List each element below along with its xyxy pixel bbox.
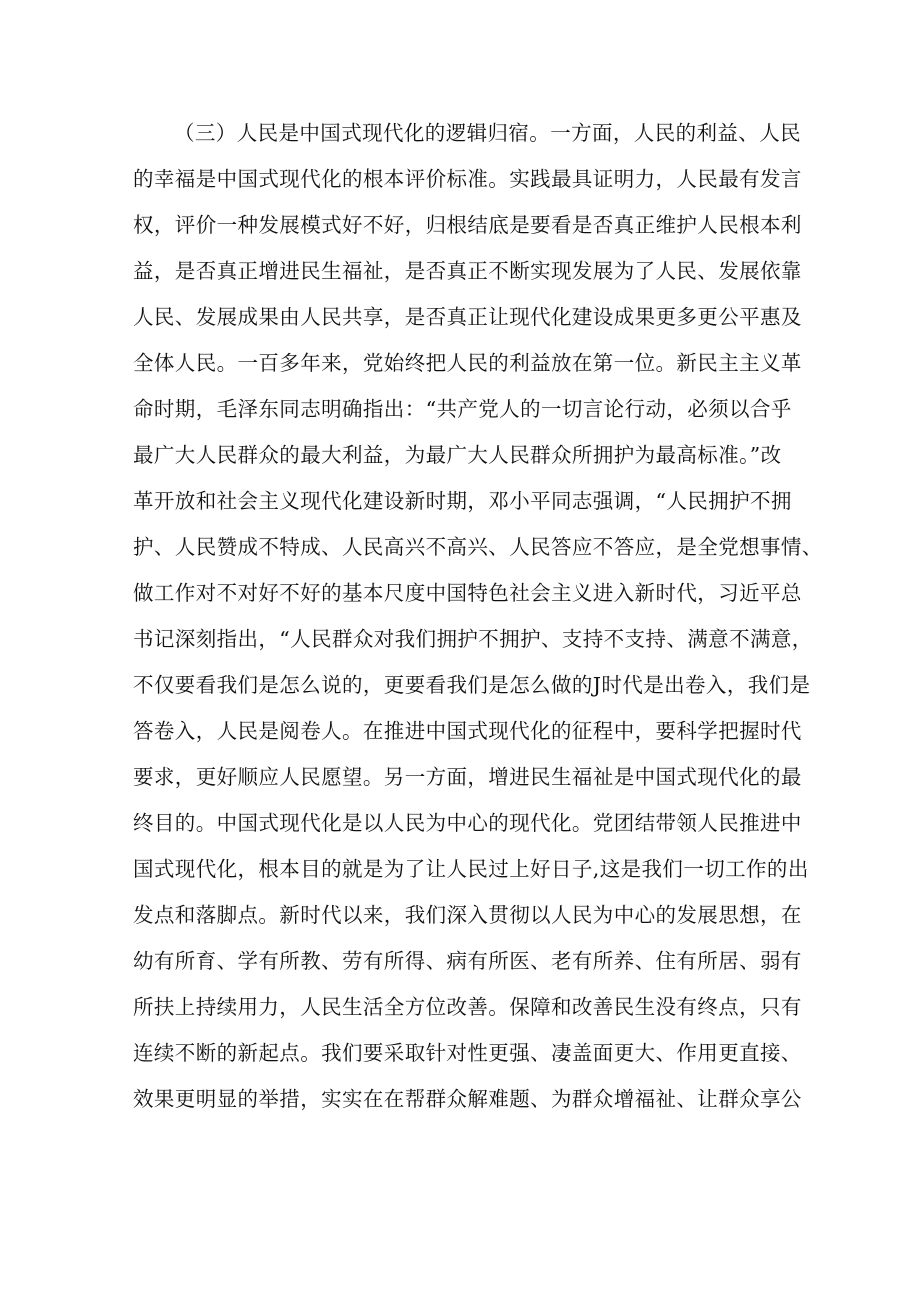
text-line: 命时期，毛泽东同志明确指出：“共产党人的一切言论行动，必须以合乎: [133, 397, 792, 421]
text-line: 发点和落脚点。新时代以来，我们深入贯彻以人民为中心的发展思想，在: [133, 903, 802, 927]
text-line: 要求，更好顺应人民愿望。另一方面，增进民生福祉是中国式现代化的最: [133, 765, 802, 789]
text-line: 护、人民赞成不特成、人民高兴不高兴、人民答应不答应，是全党想事情、: [133, 535, 823, 559]
text-line: 书记深刻指出，“人民群众对我们拥护不拥护、支持不支持、满意不满意，: [133, 627, 813, 651]
text-line: 革开放和社会主义现代化建设新时期，邓小平同志强调，“人民拥护不拥: [133, 489, 792, 513]
text-line: 权，评价一种发展模式好不好，归根结底是要看是否真正维护人民根本利: [133, 213, 802, 237]
text-line: 做工作对不对好不好的基本尺度中国特色社会主义进入新时代，习近平总: [133, 581, 802, 605]
text-line: 国式现代化，根本目的就是为了让人民过上好日子,这是我们一切工作的出: [133, 857, 809, 881]
text-line: 答卷入，人民是阅卷人。在推进中国式现代化的征程中，要科学把握时代: [133, 719, 802, 743]
text-line: 终目的。中国式现代化是以人民为中心的现代化。党团结带领人民推进中: [133, 811, 802, 835]
text-line: 益，是否真正增进民生福祉，是否真正不断实现发展为了人民、发展依靠: [133, 259, 802, 283]
text-line: 全体人民。一百多年来，党始终把人民的利益放在第一位。新民主主义革: [133, 351, 802, 375]
text-line: 的幸福是中国式现代化的根本评价标准。实践最具证明力，人民最有发言: [133, 167, 802, 191]
text-line: （三）人民是中国式现代化的逻辑归宿。一方面，人民的利益、人民: [174, 121, 801, 145]
paragraph-body: [133, 110, 823, 1122]
text-line: 最广大人民群众的最大利益，为最广大人民群众所拥护为最高标准。”改: [133, 443, 782, 467]
text-line: 人民、发展成果由人民共享，是否真正让现代化建设成果更多更公平惠及: [133, 305, 802, 329]
text-line: 不仅要看我们是怎么说的，更要看我们是怎么做的J时代是出卷入，我们是: [133, 673, 811, 697]
text-line: 所扶上持续用力，人民生活全方位改善。保障和改善民生没有终点，只有: [133, 995, 802, 1019]
text-line: 效果更明显的举措，实实在在帮群众解难题、为群众增福祉、让群众享公: [133, 1087, 802, 1111]
text-line: 幼有所育、学有所教、劳有所得、病有所医、老有所养、住有所居、弱有: [133, 949, 802, 973]
text-line: 连续不断的新起点。我们要采取针对性更强、凄盖面更大、作用更直接、: [133, 1041, 802, 1065]
